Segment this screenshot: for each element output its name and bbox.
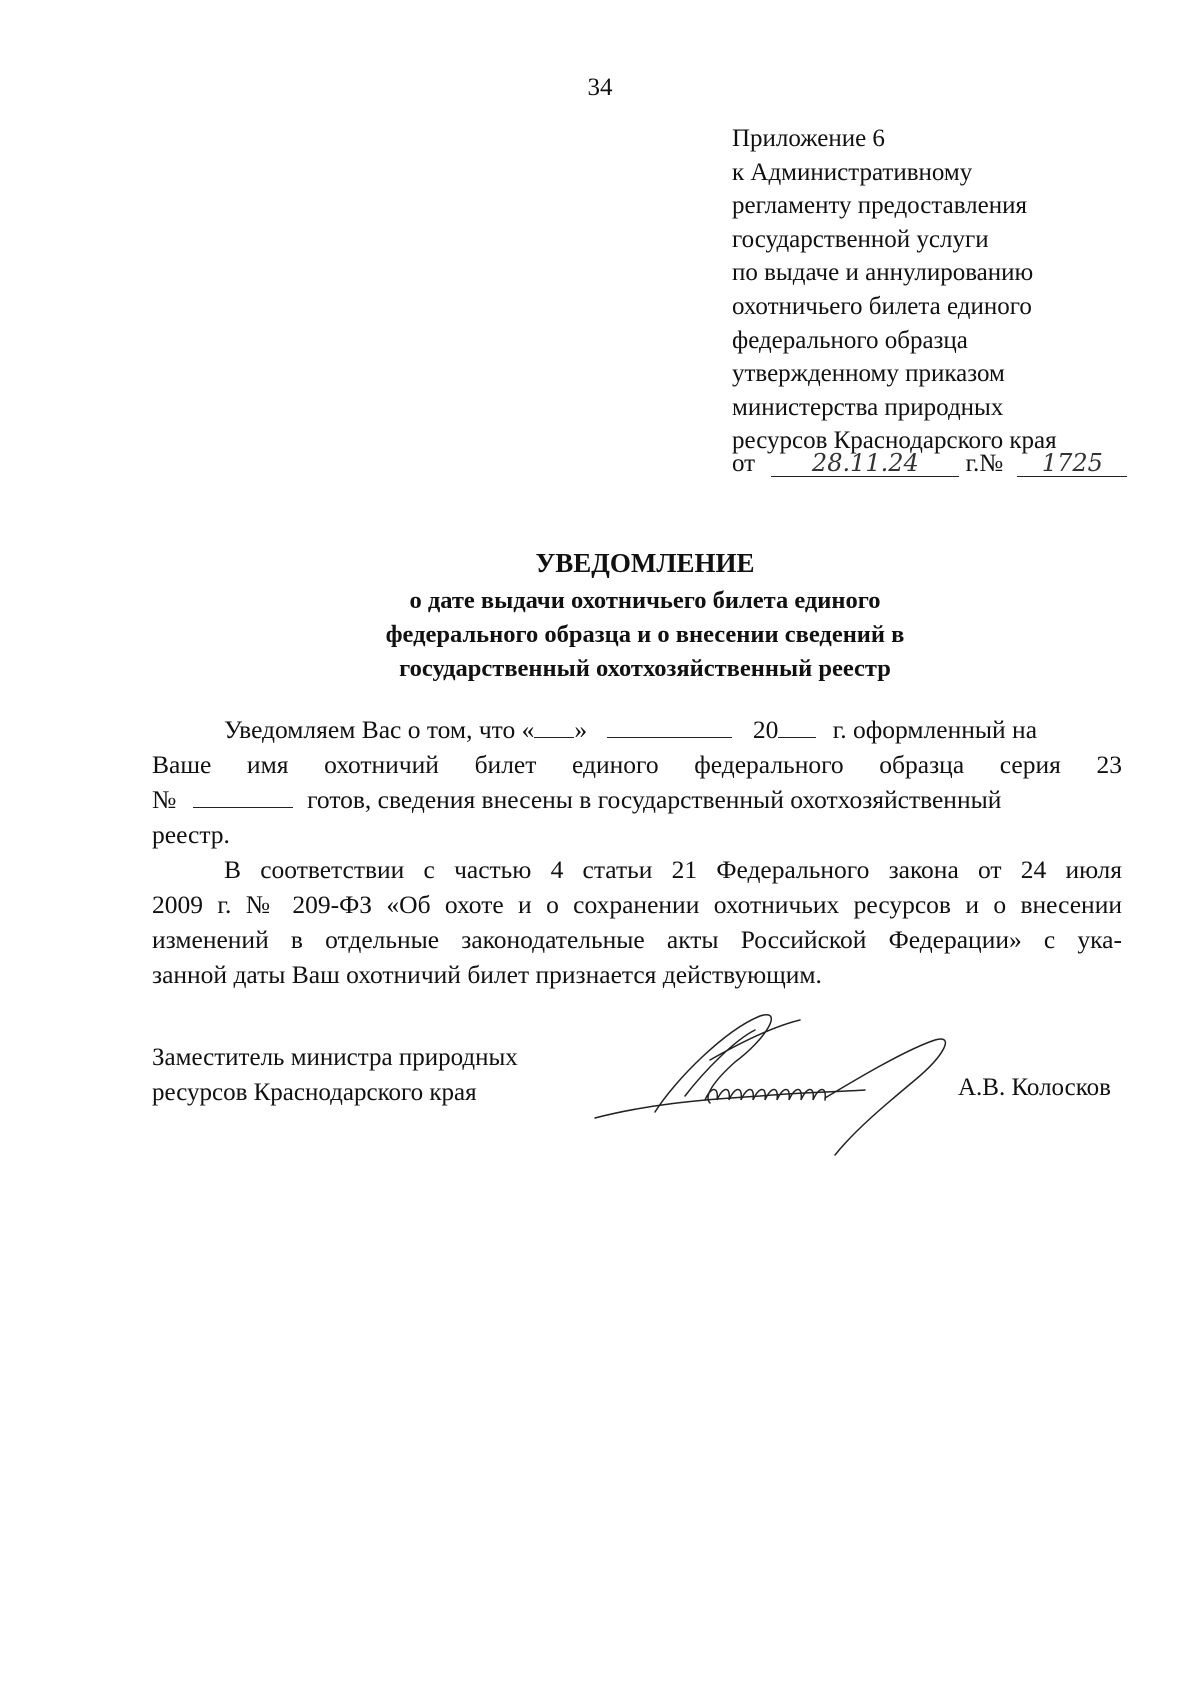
number-prefix: г.№ [965, 450, 1004, 477]
year-blank [778, 715, 816, 738]
paragraph-2-line: 2009 г. № 209-ФЗ «Об охоте и о сохранении охотничьих ресурсов и о внесении [152, 890, 1122, 919]
appendix-line: федерального образца [732, 326, 968, 354]
handwritten-date: 28.11.24 [771, 450, 959, 477]
document-title: УВЕДОМЛЕНИЕ [535, 548, 755, 578]
appendix-line: охотничьего билета единого [732, 292, 1032, 320]
appendix-date-line [732, 450, 1127, 478]
appendix-line: утвержденному приказом [732, 360, 1005, 388]
paragraph-1-line-2: Ваше имя охотничий билет единого федерального образца серия 23 [152, 750, 1122, 779]
appendix-line: регламенту предоставления [732, 192, 1028, 220]
number-blank [193, 785, 293, 808]
document-subtitle [0, 584, 1200, 685]
signer-position [152, 1040, 518, 1110]
appendix-line: Приложение 6 [732, 125, 885, 152]
appendix-line: государственной услуги [732, 225, 989, 253]
p1-text: г. оформленный на [832, 715, 1038, 744]
subtitle-line: государственный охотхозяйственный реестр [399, 654, 891, 682]
page-number: 34 [587, 74, 613, 101]
subtitle-line: о дате выдачи охотничьего билета единого [409, 587, 881, 614]
month-blank [607, 715, 732, 738]
paragraph-2-line: изменений в отдельные законодательные акты Российской Федерации» с ука- [152, 925, 1122, 954]
handwritten-number: 1725 [1017, 450, 1127, 477]
day-blank [534, 715, 574, 738]
appendix-line: министерства природных [732, 393, 1004, 421]
subtitle-line: федерального образца и о внесении сведений в [385, 620, 905, 648]
paragraph-1-line-3 [152, 782, 1122, 817]
paragraph-1-line-1 [152, 712, 1122, 747]
signer-name: А.В. Колосков [958, 1074, 1111, 1101]
appendix-block [732, 122, 1172, 458]
p1-no: № [152, 785, 177, 814]
paragraph-2-line: В соответствии с частью 4 статьи 21 Федерального закона от 24 июля [224, 855, 1122, 884]
document-body [152, 712, 1122, 992]
signer-position-line: ресурсов Краснодарского края [152, 1079, 477, 1106]
appendix-line: по выдаче и аннулированию [732, 259, 1034, 287]
p1-text: готов, сведения внесены в государственный охотхозяйственный [307, 785, 1002, 814]
appendix-line: ресурсов Краснодарского края [732, 427, 1057, 455]
p1-year: 20 [752, 715, 779, 744]
paragraph-2-line: занной даты Ваш охотничий билет признается действующим. [152, 960, 822, 989]
p1-text: » [574, 715, 588, 744]
date-prefix: от [732, 450, 756, 477]
p1-text: Уведомляем Вас о том, что « [224, 715, 535, 744]
appendix-line: к Административному [732, 158, 973, 186]
paragraph-1-line-4: реестр. [152, 820, 230, 849]
signer-position-line: Заместитель министра природных [152, 1044, 518, 1071]
